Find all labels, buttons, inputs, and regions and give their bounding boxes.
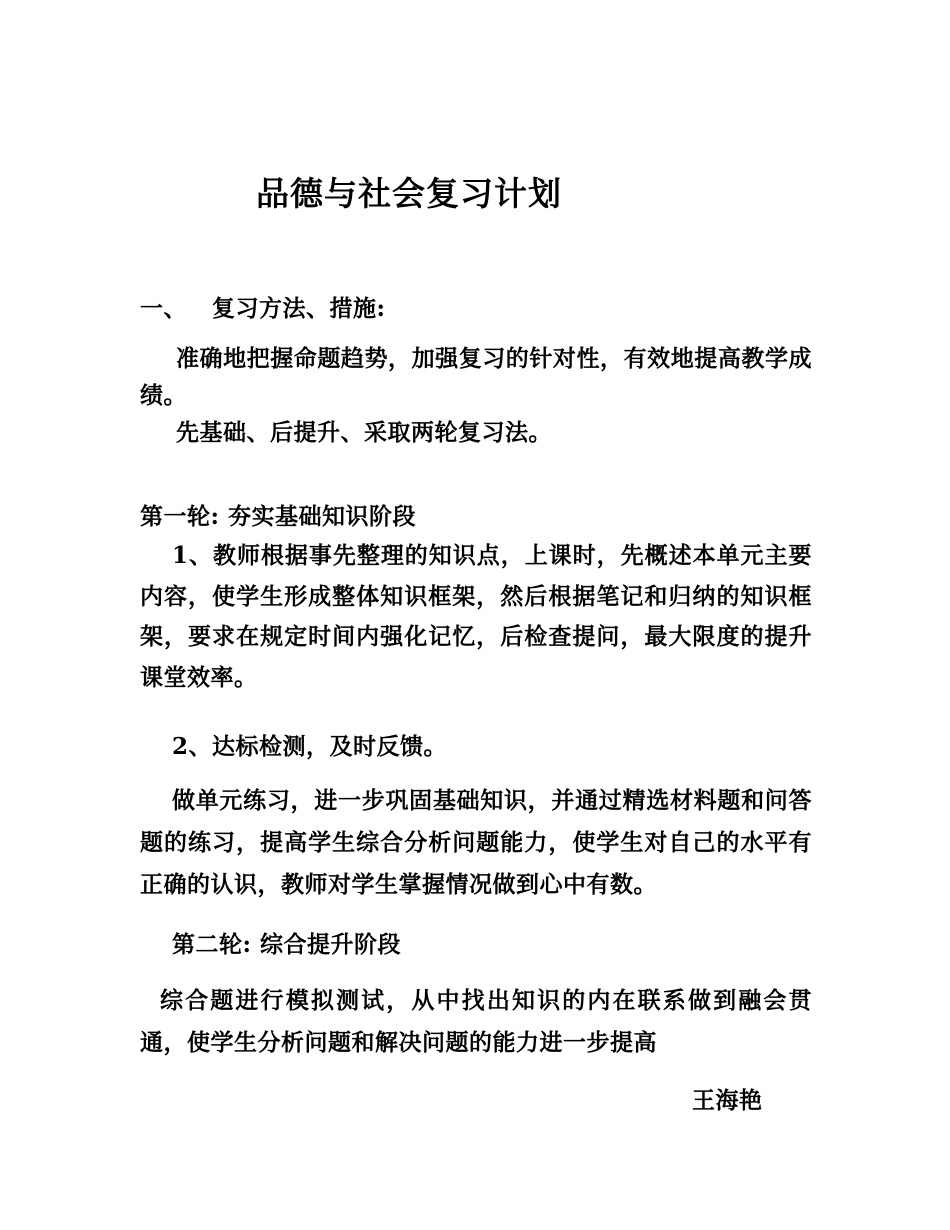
paragraph-method: 先基础、后提升、采取两轮复习法。 [176, 419, 552, 446]
round1-paragraph: 做单元练习，进一步巩固基础知识，并通过精选材料题和问答题的练习，提高学生综合分析问题能力，使学生对自己的水平有正确的认识，教师对学生掌握情况做到心中有数。 [140, 787, 812, 898]
author-signature: 王海艳 [692, 1087, 763, 1114]
document-title: 品德与社会复习计划 [256, 174, 562, 213]
round2-paragraph: 综合题进行模拟测试，从中找出知识的内在联系做到融会贯通，使学生分析问题和解决问题的能力进一步提高 [140, 987, 812, 1056]
round1-item2: 2、达标检测，及时反馈。 [172, 733, 448, 760]
section-number: 一、 [140, 295, 187, 322]
round1-item1: 1、教师根据事先整理的知识点，上课时，先概述本单元主要内容，使学生形成整体知识框架，然后根据笔记和归纳的知识框架，要求在规定时间内强化记忆，后检查提问，最大限度的提升课堂效率。 [140, 542, 812, 691]
section-heading-text: 复习方法、措施: [212, 295, 386, 322]
round2-heading: 第二轮: 综合提升阶段 [172, 931, 401, 958]
paragraph-trend: 准确地把握命题趋势，加强复习的针对性，有效地提高教学成绩。 [140, 345, 812, 409]
section-heading [140, 290, 386, 323]
round1-heading: 第一轮: 夯实基础知识阶段 [140, 503, 416, 530]
